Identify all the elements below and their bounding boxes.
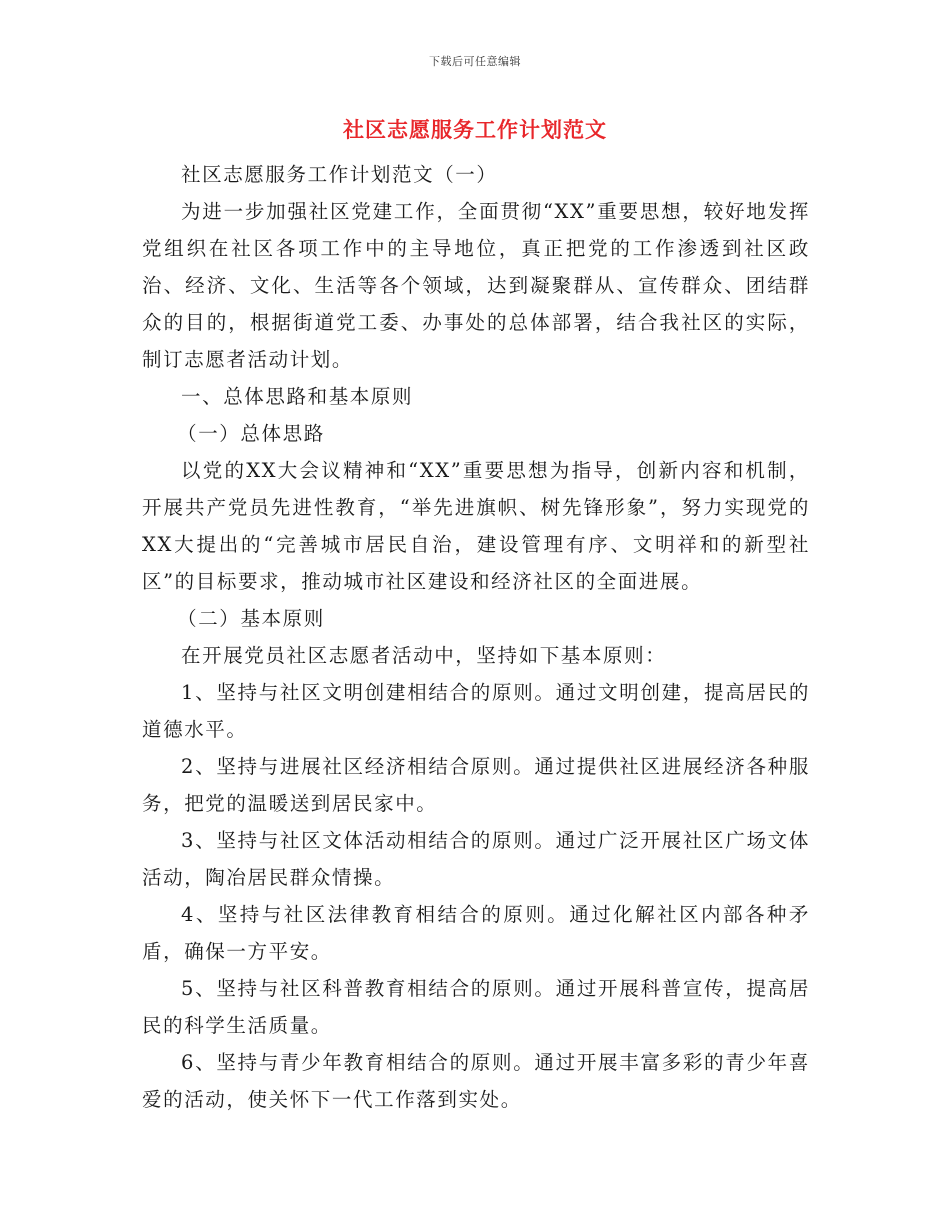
page-header-note: 下载后可任意编辑 <box>429 55 521 68</box>
principle-item-1: 1、坚持与社区文明创建相结合的原则。通过文明创建，提高居民的道德水平。 <box>142 681 810 741</box>
principle-item-4: 4、坚持与社区法律教育相结合的原则。通过化解社区内部各种矛盾，确保一方平安。 <box>142 903 810 963</box>
section-heading-part-one: 社区志愿服务工作计划范文（一） <box>181 163 498 186</box>
subheading-overall-approach: （一）总体思路 <box>177 422 325 445</box>
intro-paragraph: 为进一步加强社区党建工作，全面贯彻“XX”重要思想，较好地发挥党组织在社区各项工作中的主导地位，真正把党的工作渗透到社区政治、经济、文化、生活等各个领域，达到凝聚群从、宣传群众、团结群众的目的，根据街道党工委、办事处的总体部署，结合我社区的实际，制订志愿者活动计划。 <box>142 200 810 371</box>
overall-approach-paragraph: 以党的XX大会议精神和“XX”重要思想为指导，创新内容和机制，开展共产党员先进性教育，“举先进旗帜、树先锋形象”，努力实现党的XX大提出的“完善城市居民自治，建设管理有序、文明祥和的新型社区”的目标要求，推动城市社区建设和经济社区的全面进展。 <box>142 459 810 593</box>
subheading-basic-principles: （二）基本原则 <box>177 607 325 630</box>
section-heading-principles: 一、总体思路和基本原则 <box>181 385 414 408</box>
principle-item-6: 6、坚持与青少年教育相结合的原则。通过开展丰富多彩的青少年喜爱的活动，使关怀下一代工作落到实处。 <box>142 1051 810 1111</box>
document-body <box>142 156 810 1118</box>
principle-item-5: 5、坚持与社区科普教育相结合的原则。通过开展科普宣传，提高居民的科学生活质量。 <box>142 977 810 1037</box>
document-title: 社区志愿服务工作计划范文 <box>343 117 607 142</box>
principles-intro-paragraph: 在开展党员社区志愿者活动中，坚持如下基本原则： <box>181 644 667 667</box>
principle-item-3: 3、坚持与社区文体活动相结合的原则。通过广泛开展社区广场文体活动，陶冶居民群众情操。 <box>142 829 810 889</box>
principle-item-2: 2、坚持与进展社区经济相结合原则。通过提供社区进展经济各种服务，把党的温暖送到居民家中。 <box>142 755 810 815</box>
